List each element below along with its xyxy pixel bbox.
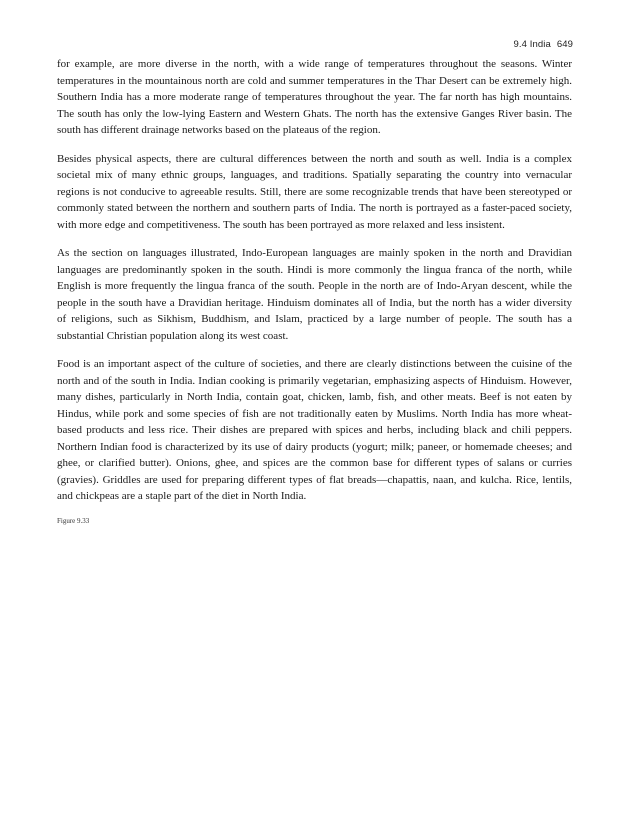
section-title: 9.4 India [513,39,551,50]
running-header [513,39,573,50]
page-number: 649 [556,39,573,50]
paragraph-cultural-differences: Besides physical aspects, there are cultural differences between the north and south as well. India is a complex societal mix of many ethnic groups, languages, and traditions. Spatially separating the country into vernacular regions is not conducive to agreeable results. Still, there are some recognizable trends that have been stereotyped or commonly stated between the northern and southern parts of India. The north is portrayed as a faster-paced society, with more edge and competitiveness. The south has been portrayed as more relaxed and less insistent. [57,152,572,231]
paragraph-languages: As the section on languages illustrated, Indo-European languages are mainly spoken in the north and Dravidian languages are predominantly spoken in the south. Hindi is more commonly the lingua franca of the north, while English is more frequently the lingua franca of the south. People in the north are of Indo-Aryan descent, while the people in the south have a Dravidian heritage. Hinduism dominates all of India, but the north has a wider diversity of religions, such as Sikhism, Buddhism, and Islam, practiced by a large number of people. The south has a substantial Christian population along its west coast. [57,247,572,342]
paragraph-climate: for example, are more diverse in the north, with a wide range of temperatures throughout the seasons. Winter temperatures in the mountainous north are cold and summer temperatures in the Thar Desert can be extremely high. Southern India has a more moderate range of temperatures throughout the year. The far north has high mountains. The south has only the low-lying Eastern and Western Ghats. The north has the extensive Ganges River basin. The south has different drainage networks based on the plateaus of the region. [57,58,572,136]
figure-caption: Figure 9.33 [57,516,90,525]
body-text [57,56,572,525]
paragraph-food: Food is an important aspect of the culture of societies, and there are clearly distinctions between the cuisine of the north and of the south in India. Indian cooking is primarily vegetarian, emphasizing aspects of Hinduism. However, many dishes, particularly in North India, contain goat, chicken, lamb, fish, and other meats. Beef is not eaten by Hindus, while pork and some species of fish are not traditionally eaten by Muslims. North India has more wheat-based products and less rice. Their dishes are prepared with spices and herbs, including black and chili peppers. Northern Indian food is characterized by its use of dairy products (yogurt; milk; paneer, or homemade cheeses; and ghee, or clarified butter). Onions, ghee, and spices are the common base for different types of salans or curries (gravies). Griddles are used for preparing different types of flat breads—chapattis, naan, and kulcha. Rice, lentils, and chickpeas are a staple part of the diet in North India. [57,358,572,502]
